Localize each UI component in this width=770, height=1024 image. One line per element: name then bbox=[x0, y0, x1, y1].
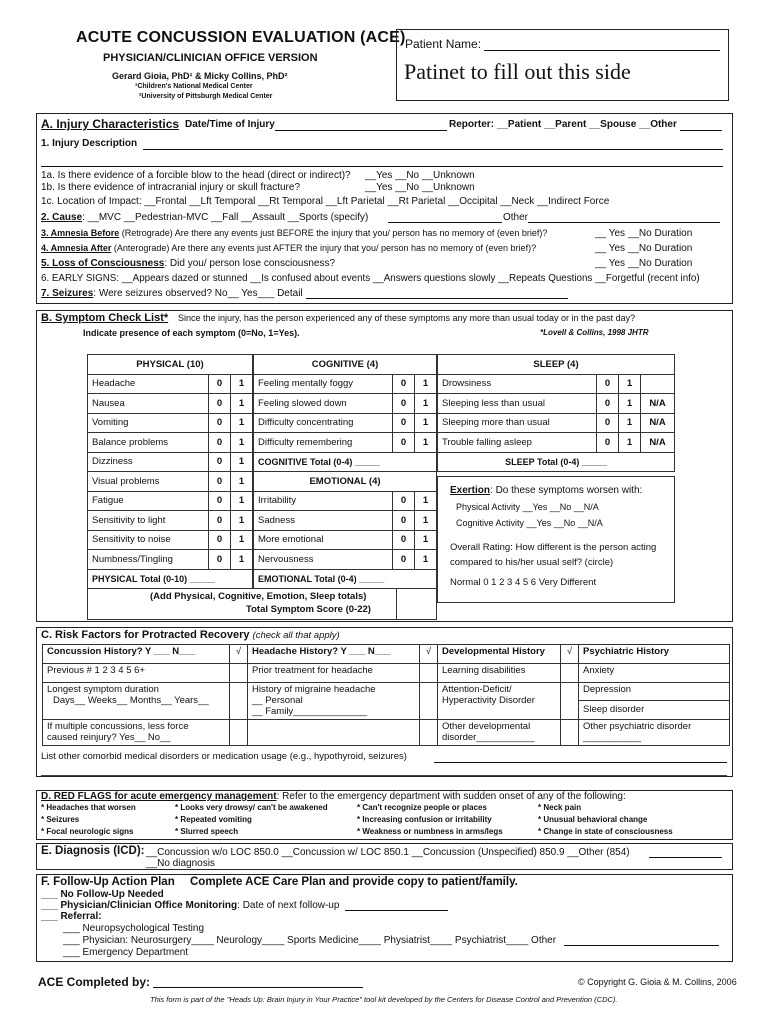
check-col-1: √ bbox=[230, 645, 248, 664]
injury-description-field-2[interactable] bbox=[41, 166, 723, 167]
symptom: Feeling mentally foggy bbox=[254, 374, 393, 394]
multiple-concussions[interactable] bbox=[43, 720, 230, 746]
score-1[interactable]: 1 bbox=[415, 530, 437, 550]
indicate-text: Indicate presence of each symptom (0=No, 1=Yes). bbox=[83, 328, 300, 338]
section-f-title: F. Follow-Up Action Plan bbox=[41, 876, 175, 888]
symptom: Sensitivity to noise bbox=[88, 530, 209, 550]
next-follow-up-label: : Date of next follow-up bbox=[237, 900, 340, 911]
q4-options[interactable]: __ Yes __No Duration bbox=[595, 243, 693, 254]
flag: * Focal neurologic signs bbox=[41, 827, 134, 836]
section-c-title bbox=[41, 629, 340, 641]
symptom: Feeling slowed down bbox=[254, 394, 393, 414]
score-0[interactable]: 0 bbox=[209, 394, 231, 414]
table-row bbox=[254, 550, 437, 570]
q2-text: : __MVC __Pedestrian-MVC __Fall __Assault __Sports (specify) bbox=[82, 212, 369, 223]
follow-up-date-field[interactable] bbox=[345, 910, 448, 911]
q1a: 1a. Is there evidence of a forcible blow to the head (direct or indirect)? bbox=[41, 170, 351, 181]
table-row bbox=[438, 413, 675, 433]
score-0[interactable]: 0 bbox=[393, 491, 415, 511]
table-row bbox=[438, 433, 675, 453]
patient-name-label: Patient Name: bbox=[405, 37, 482, 51]
check-col-2: √ bbox=[420, 645, 438, 664]
symptom: Sensitivity to light bbox=[88, 511, 209, 531]
longest-duration-label: Longest symptom duration bbox=[47, 684, 159, 695]
score-0[interactable]: 0 bbox=[597, 413, 619, 433]
checkbox[interactable] bbox=[420, 720, 438, 746]
cognitive-table bbox=[253, 354, 437, 589]
injury-description-label: 1. Injury Description bbox=[41, 138, 138, 149]
score-1[interactable]: 1 bbox=[415, 433, 437, 453]
prior-treatment: Prior treatment for headache bbox=[248, 664, 420, 683]
score-0[interactable]: 0 bbox=[209, 550, 231, 570]
section-c-note: (check all that apply) bbox=[252, 630, 340, 641]
symptom: Visual problems bbox=[88, 472, 209, 492]
score-0[interactable]: 0 bbox=[393, 413, 415, 433]
table-row bbox=[88, 452, 253, 472]
table-row bbox=[254, 433, 437, 453]
score-0[interactable]: 0 bbox=[209, 472, 231, 492]
q5-options[interactable]: __ Yes __No Duration bbox=[595, 258, 693, 269]
q1c-location[interactable]: 1c. Location of Impact: __Frontal __Lft Temporal __Rt Temporal __Lft Parietal __Rt Parietal __Occipital __Neck __Indirect Force bbox=[41, 196, 610, 207]
symptom: Sleeping less than usual bbox=[438, 394, 597, 414]
table-row bbox=[254, 374, 437, 394]
cognitive-total-label: COGNITIVE Total (0-4) bbox=[258, 456, 353, 467]
sleep-disorder: Sleep disorder bbox=[583, 704, 645, 715]
score-1[interactable]: 1 bbox=[619, 433, 641, 453]
checkbox[interactable] bbox=[420, 664, 438, 683]
flag: * Repeated vomiting bbox=[175, 815, 252, 824]
flag: * Unusual behavioral change bbox=[538, 815, 648, 824]
psychiatric-history-header: Psychiatric History bbox=[579, 645, 730, 664]
score-1[interactable]: 1 bbox=[415, 511, 437, 531]
table-row bbox=[88, 491, 253, 511]
form-title: ACUTE CONCUSSION EVALUATION (ACE) bbox=[76, 29, 406, 46]
table-row bbox=[88, 472, 253, 492]
adhd-line-2: Hyperactivity Disorder bbox=[442, 695, 535, 706]
score-0[interactable]: 0 bbox=[393, 433, 415, 453]
multiple-concussions-label: If multiple concussions, less force bbox=[47, 721, 189, 732]
section-d-intro: : Refer to the emergency department with sudden onset of any of the following: bbox=[276, 791, 626, 802]
table-row bbox=[88, 530, 253, 550]
score-0[interactable]: 0 bbox=[209, 491, 231, 511]
score-0[interactable]: 0 bbox=[597, 394, 619, 414]
total-symptom-label: Total Symptom Score (0-22) bbox=[246, 604, 371, 615]
emergency-department[interactable]: ___ Emergency Department bbox=[63, 947, 189, 958]
patient-note: Patinet to fill out this side bbox=[404, 59, 631, 84]
q2-label: 2. Cause bbox=[41, 212, 83, 223]
learning-disabilities: Learning disabilities bbox=[438, 664, 561, 683]
flag: * Seizures bbox=[41, 815, 80, 824]
other-psychiatric[interactable]: Other psychiatric disorder ___________ bbox=[579, 720, 730, 746]
symptom: Vomiting bbox=[88, 413, 209, 433]
score-1[interactable]: 1 bbox=[231, 413, 253, 433]
care-plan-instruction: Complete ACE Care Plan and provide copy to patient/family. bbox=[190, 876, 518, 888]
flag: * Change in state of consciousness bbox=[538, 827, 673, 836]
q7-seizures[interactable] bbox=[41, 288, 303, 300]
score-0[interactable]: 0 bbox=[209, 511, 231, 531]
score-1[interactable]: 1 bbox=[231, 491, 253, 511]
authors: Gerard Gioia, PhD¹ & Micky Collins, PhD² bbox=[112, 71, 288, 81]
migraine-family-label: __ Family bbox=[252, 706, 294, 717]
q3-label: 3. Amnesia Before bbox=[41, 228, 120, 238]
score-1[interactable]: 1 bbox=[415, 550, 437, 570]
q2-other-label: Other bbox=[503, 212, 529, 223]
sleep-table bbox=[437, 354, 675, 472]
sleep-heading: SLEEP (4) bbox=[438, 355, 675, 375]
score-1[interactable]: 1 bbox=[231, 394, 253, 414]
q4-label: 4. Amnesia After bbox=[41, 243, 112, 253]
overall-rating-1: Overall Rating: How different is the person acting bbox=[450, 542, 657, 553]
checkbox[interactable] bbox=[420, 683, 438, 720]
section-b-intro: Since the injury, has the person experienced any of these symptoms any more than usual today or in the past day? bbox=[178, 313, 636, 323]
q6-early-signs[interactable]: 6. EARLY SIGNS: __Appears dazed or stunned __Is confused about events __Answers questions slowly __Repeats Questions __Forgetful (recent info) bbox=[41, 273, 700, 284]
concussion-history-header[interactable]: Concussion History? Y ___ N___ bbox=[43, 645, 230, 664]
symptom: Balance problems bbox=[88, 433, 209, 453]
other-comorbid-label: List other comorbid medical disorders or medication usage (e.g., hypothyroid, seizures) bbox=[41, 751, 407, 762]
score-1[interactable]: 1 bbox=[415, 413, 437, 433]
checkbox[interactable] bbox=[230, 683, 248, 720]
sleep-total-label: SLEEP Total (0-4) bbox=[505, 456, 580, 467]
duration-options[interactable]: Days__ Weeks__ Months__ Years__ bbox=[53, 695, 209, 706]
exertion-text: : Do these symptoms worsen with: bbox=[490, 485, 643, 496]
q7-detail-line[interactable] bbox=[306, 298, 568, 299]
developmental-history-header: Developmental History bbox=[438, 645, 561, 664]
table-row bbox=[88, 433, 253, 453]
sleep-total[interactable]: SLEEP Total (0-4) _____ bbox=[438, 452, 675, 472]
symptom: Irritability bbox=[254, 491, 393, 511]
other-developmental[interactable]: Other developmental disorder___________ bbox=[438, 720, 561, 746]
checkbox[interactable] bbox=[561, 720, 579, 746]
injury-date-field[interactable] bbox=[275, 130, 447, 131]
overall-scale[interactable]: Normal 0 1 2 3 4 5 6 Very Different bbox=[450, 577, 597, 588]
symptom: Sleeping more than usual bbox=[438, 413, 597, 433]
score-1[interactable]: 1 bbox=[231, 433, 253, 453]
section-c-title-text: C. Risk Factors for Protracted Recovery bbox=[41, 629, 250, 641]
q5-label: 5. Loss of Consciousness bbox=[41, 258, 165, 269]
longest-duration[interactable] bbox=[43, 683, 230, 720]
reporter-other-line bbox=[680, 130, 722, 131]
migraine-personal[interactable]: __ Personal bbox=[252, 695, 303, 706]
risk-factor-table bbox=[42, 644, 730, 746]
affiliation-1: ¹Children's National Medical Center bbox=[135, 83, 253, 90]
symptom: Difficulty concentrating bbox=[254, 413, 393, 433]
table-row bbox=[254, 413, 437, 433]
q2-cause[interactable] bbox=[41, 212, 368, 224]
symptom: Fatigue bbox=[88, 491, 209, 511]
emotional-total[interactable]: EMOTIONAL Total (0-4) _____ bbox=[254, 569, 437, 589]
score-0[interactable]: 0 bbox=[393, 530, 415, 550]
score-0[interactable]: 0 bbox=[393, 511, 415, 531]
flag: * Weakness or numbness in arms/legs bbox=[357, 827, 503, 836]
score-1[interactable]: 1 bbox=[619, 394, 641, 414]
symptom: Nervousness bbox=[254, 550, 393, 570]
symptom: Drowsiness bbox=[438, 374, 597, 394]
physician-referral[interactable]: ___ Physician: Neurosurgery____ Neurology____ Sports Medicine____ Physiatrist____ Psychiatrist____ Other bbox=[63, 935, 557, 946]
referral[interactable]: ___ Referral: bbox=[41, 911, 102, 922]
physical-total-label: PHYSICAL Total (0-10) bbox=[92, 573, 188, 584]
score-1[interactable]: 1 bbox=[231, 374, 253, 394]
na-cell bbox=[641, 374, 675, 394]
affiliation-2: ²University of Pittsburgh Medical Center bbox=[139, 93, 273, 100]
score-1[interactable]: 1 bbox=[619, 374, 641, 394]
adhd bbox=[438, 683, 561, 720]
migraine-label: History of migraine headache bbox=[252, 684, 376, 695]
table-row bbox=[88, 394, 253, 414]
diagnosis-options[interactable]: __Concussion w/o LOC 850.0 __Concussion w/ LOC 850.1 __Concussion (Unspecified) 850.9 __Other (854) bbox=[146, 847, 630, 858]
flag: * Looks very drowsy/ can't be awakened bbox=[175, 803, 328, 812]
symptom: Numbness/Tingling bbox=[88, 550, 209, 570]
depression: Depression bbox=[579, 683, 729, 701]
score-1[interactable]: 1 bbox=[231, 550, 253, 570]
q2-specify-line[interactable] bbox=[388, 222, 502, 223]
neuropsych-testing[interactable]: ___ Neuropsychological Testing bbox=[63, 923, 205, 934]
checkbox[interactable] bbox=[561, 664, 579, 683]
other-comorbid-field[interactable] bbox=[434, 762, 727, 763]
q3-amnesia-before bbox=[41, 228, 547, 238]
exertion-label: Exertion bbox=[450, 485, 491, 496]
physician-other-line[interactable] bbox=[564, 945, 719, 946]
flag: * Can't recognize people or places bbox=[357, 803, 487, 812]
table-row bbox=[88, 374, 253, 394]
score-1[interactable]: 1 bbox=[231, 511, 253, 531]
score-1[interactable]: 1 bbox=[415, 394, 437, 414]
sum-instruction: (Add Physical, Cognitive, Emotion, Sleep totals) bbox=[150, 591, 367, 602]
symptom: Headache bbox=[88, 374, 209, 394]
other-comorbid-field-2[interactable] bbox=[41, 775, 727, 776]
score-1[interactable]: 1 bbox=[231, 452, 253, 472]
exertion-question bbox=[450, 485, 642, 497]
section-b-title: B. Symptom Check List* bbox=[41, 312, 169, 324]
symptom: Nausea bbox=[88, 394, 209, 414]
psych-cell bbox=[579, 683, 730, 720]
score-1[interactable]: 1 bbox=[415, 491, 437, 511]
cognitive-total[interactable]: COGNITIVE Total (0-4) _____ bbox=[254, 452, 437, 472]
reporter[interactable]: Reporter: __Patient __Parent __Spouse __Other bbox=[449, 119, 677, 130]
score-0[interactable]: 0 bbox=[209, 452, 231, 472]
flag: * Neck pain bbox=[538, 803, 582, 812]
table-row bbox=[438, 374, 675, 394]
q5-loc bbox=[41, 258, 335, 270]
q2-other-line[interactable] bbox=[528, 222, 720, 223]
table-row bbox=[254, 491, 437, 511]
checkbox[interactable] bbox=[230, 720, 248, 746]
section-d-title: D. RED FLAGS for acute emergency management bbox=[41, 791, 277, 802]
symptom: Trouble falling asleep bbox=[438, 433, 597, 453]
completed-by-label: ACE Completed by: bbox=[38, 975, 151, 989]
form-version: PHYSICIAN/CLINICIAN OFFICE VERSION bbox=[103, 52, 318, 64]
score-0[interactable]: 0 bbox=[209, 433, 231, 453]
footer-note: This form is part of the "Heads Up: Brain Injury in Your Practice" tool kit developed by the Centers for Disease Control and Prevention (CDC). bbox=[150, 995, 618, 1004]
checkbox[interactable] bbox=[561, 683, 579, 720]
copyright: © Copyright G. Gioia & M. Collins, 2006 bbox=[578, 977, 737, 987]
q7-label: 7. Seizures bbox=[41, 288, 94, 299]
score-1[interactable]: 1 bbox=[415, 374, 437, 394]
section-d-header bbox=[41, 791, 626, 802]
q4-amnesia-after bbox=[41, 243, 536, 253]
physical-total[interactable]: PHYSICAL Total (0-10) _____ bbox=[88, 569, 253, 589]
score-0[interactable]: 0 bbox=[209, 374, 231, 394]
score-0[interactable]: 0 bbox=[597, 433, 619, 453]
score-0[interactable]: 0 bbox=[393, 550, 415, 570]
overall-rating-2: compared to his/her usual self? (circle) bbox=[450, 557, 614, 568]
q1a-options[interactable]: __Yes __No __Unknown bbox=[365, 170, 475, 181]
injury-date-label: Date/Time of Injury bbox=[185, 119, 275, 130]
table-row bbox=[438, 394, 675, 414]
table-row bbox=[88, 550, 253, 570]
total-symptom-field[interactable] bbox=[396, 589, 437, 619]
citation: *Lovell & Collins, 1998 JHTR bbox=[540, 328, 649, 337]
score-1[interactable]: 1 bbox=[619, 413, 641, 433]
q3-text: (Retrograde) Are there any events just BEFORE the injury that you/ person has no memory of (even brief)? bbox=[119, 228, 548, 238]
q7-text: : Were seizures observed? No__ Yes___ Detail bbox=[93, 288, 303, 299]
emotional-total-label: EMOTIONAL Total (0-4) bbox=[258, 573, 357, 584]
section-a-title: A. Injury Characteristics bbox=[41, 117, 180, 131]
physical-activity[interactable]: Physical Activity __Yes __No __N/A bbox=[456, 502, 599, 512]
score-1[interactable]: 1 bbox=[231, 530, 253, 550]
migraine-history[interactable] bbox=[248, 683, 420, 720]
checkbox[interactable] bbox=[230, 664, 248, 683]
table-row bbox=[254, 511, 437, 531]
no-follow-up[interactable]: ___ No Follow-Up Needed bbox=[41, 889, 164, 900]
score-0[interactable]: 0 bbox=[597, 374, 619, 394]
patient-name-field[interactable] bbox=[484, 50, 720, 51]
diagnosis-other-line[interactable] bbox=[649, 857, 722, 858]
score-0[interactable]: 0 bbox=[393, 374, 415, 394]
flag: * Headaches that worsen bbox=[41, 803, 136, 812]
empty-cell bbox=[248, 720, 420, 746]
physical-heading: PHYSICAL (10) bbox=[88, 355, 253, 375]
score-0[interactable]: 0 bbox=[393, 394, 415, 414]
score-1[interactable]: 1 bbox=[231, 472, 253, 492]
symptom: More emotional bbox=[254, 530, 393, 550]
cognitive-activity[interactable]: Cognitive Activity __Yes __No __N/A bbox=[456, 518, 603, 528]
q5-text: : Did you/ person lose consciousness? bbox=[164, 258, 336, 269]
migraine-family[interactable]: __ Family______________ bbox=[252, 706, 368, 717]
cognitive-heading: COGNITIVE (4) bbox=[254, 355, 437, 375]
symptom: Difficulty remembering bbox=[254, 433, 393, 453]
reinjury-options[interactable]: caused reinjury? Yes__ No__ bbox=[47, 732, 171, 743]
q1b: 1b. Is there evidence of intracranial injury or skull fracture? bbox=[41, 182, 301, 193]
score-0[interactable]: 0 bbox=[209, 530, 231, 550]
score-0[interactable]: 0 bbox=[209, 413, 231, 433]
office-monitoring-label: ___ Physician/Clinician Office Monitoring bbox=[41, 900, 238, 911]
flag: * Slurred speech bbox=[175, 827, 239, 836]
flag: * Increasing confusion or irritability bbox=[357, 815, 492, 824]
other-dev-label: Other developmental bbox=[442, 721, 531, 732]
table-row bbox=[254, 394, 437, 414]
q4-text: (Anterograde) Are there any events just AFTER the injury that you/ person has no memory of (even brief)? bbox=[111, 243, 537, 253]
table-row bbox=[254, 530, 437, 550]
q3-options[interactable]: __ Yes __No Duration bbox=[595, 228, 693, 239]
physical-table bbox=[87, 354, 253, 589]
q1b-options[interactable]: __Yes __No __Unknown bbox=[365, 182, 475, 193]
table-row bbox=[88, 511, 253, 531]
section-e-title: E. Diagnosis (ICD): bbox=[41, 845, 145, 857]
other-dev-label-2: disorder bbox=[442, 732, 477, 743]
score-na[interactable]: N/A bbox=[641, 433, 675, 453]
previous-count[interactable]: Previous # 1 2 3 4 5 6+ bbox=[43, 664, 230, 683]
table-row bbox=[88, 413, 253, 433]
no-diagnosis[interactable]: __No diagnosis bbox=[146, 858, 215, 869]
completed-by-field[interactable] bbox=[153, 987, 363, 988]
symptom: Sadness bbox=[254, 511, 393, 531]
anxiety: Anxiety bbox=[579, 664, 730, 683]
injury-description-field[interactable] bbox=[143, 149, 723, 150]
adhd-line-1: Attention-Deficit/ bbox=[442, 684, 512, 695]
headache-history-header[interactable]: Headache History? Y ___ N___ bbox=[248, 645, 420, 664]
emotional-heading: EMOTIONAL (4) bbox=[254, 472, 437, 492]
check-col-3: √ bbox=[561, 645, 579, 664]
symptom: Dizziness bbox=[88, 452, 209, 472]
score-na[interactable]: N/A bbox=[641, 413, 675, 433]
other-psych-label: Other psychiatric disorder bbox=[583, 721, 692, 732]
score-na[interactable]: N/A bbox=[641, 394, 675, 414]
